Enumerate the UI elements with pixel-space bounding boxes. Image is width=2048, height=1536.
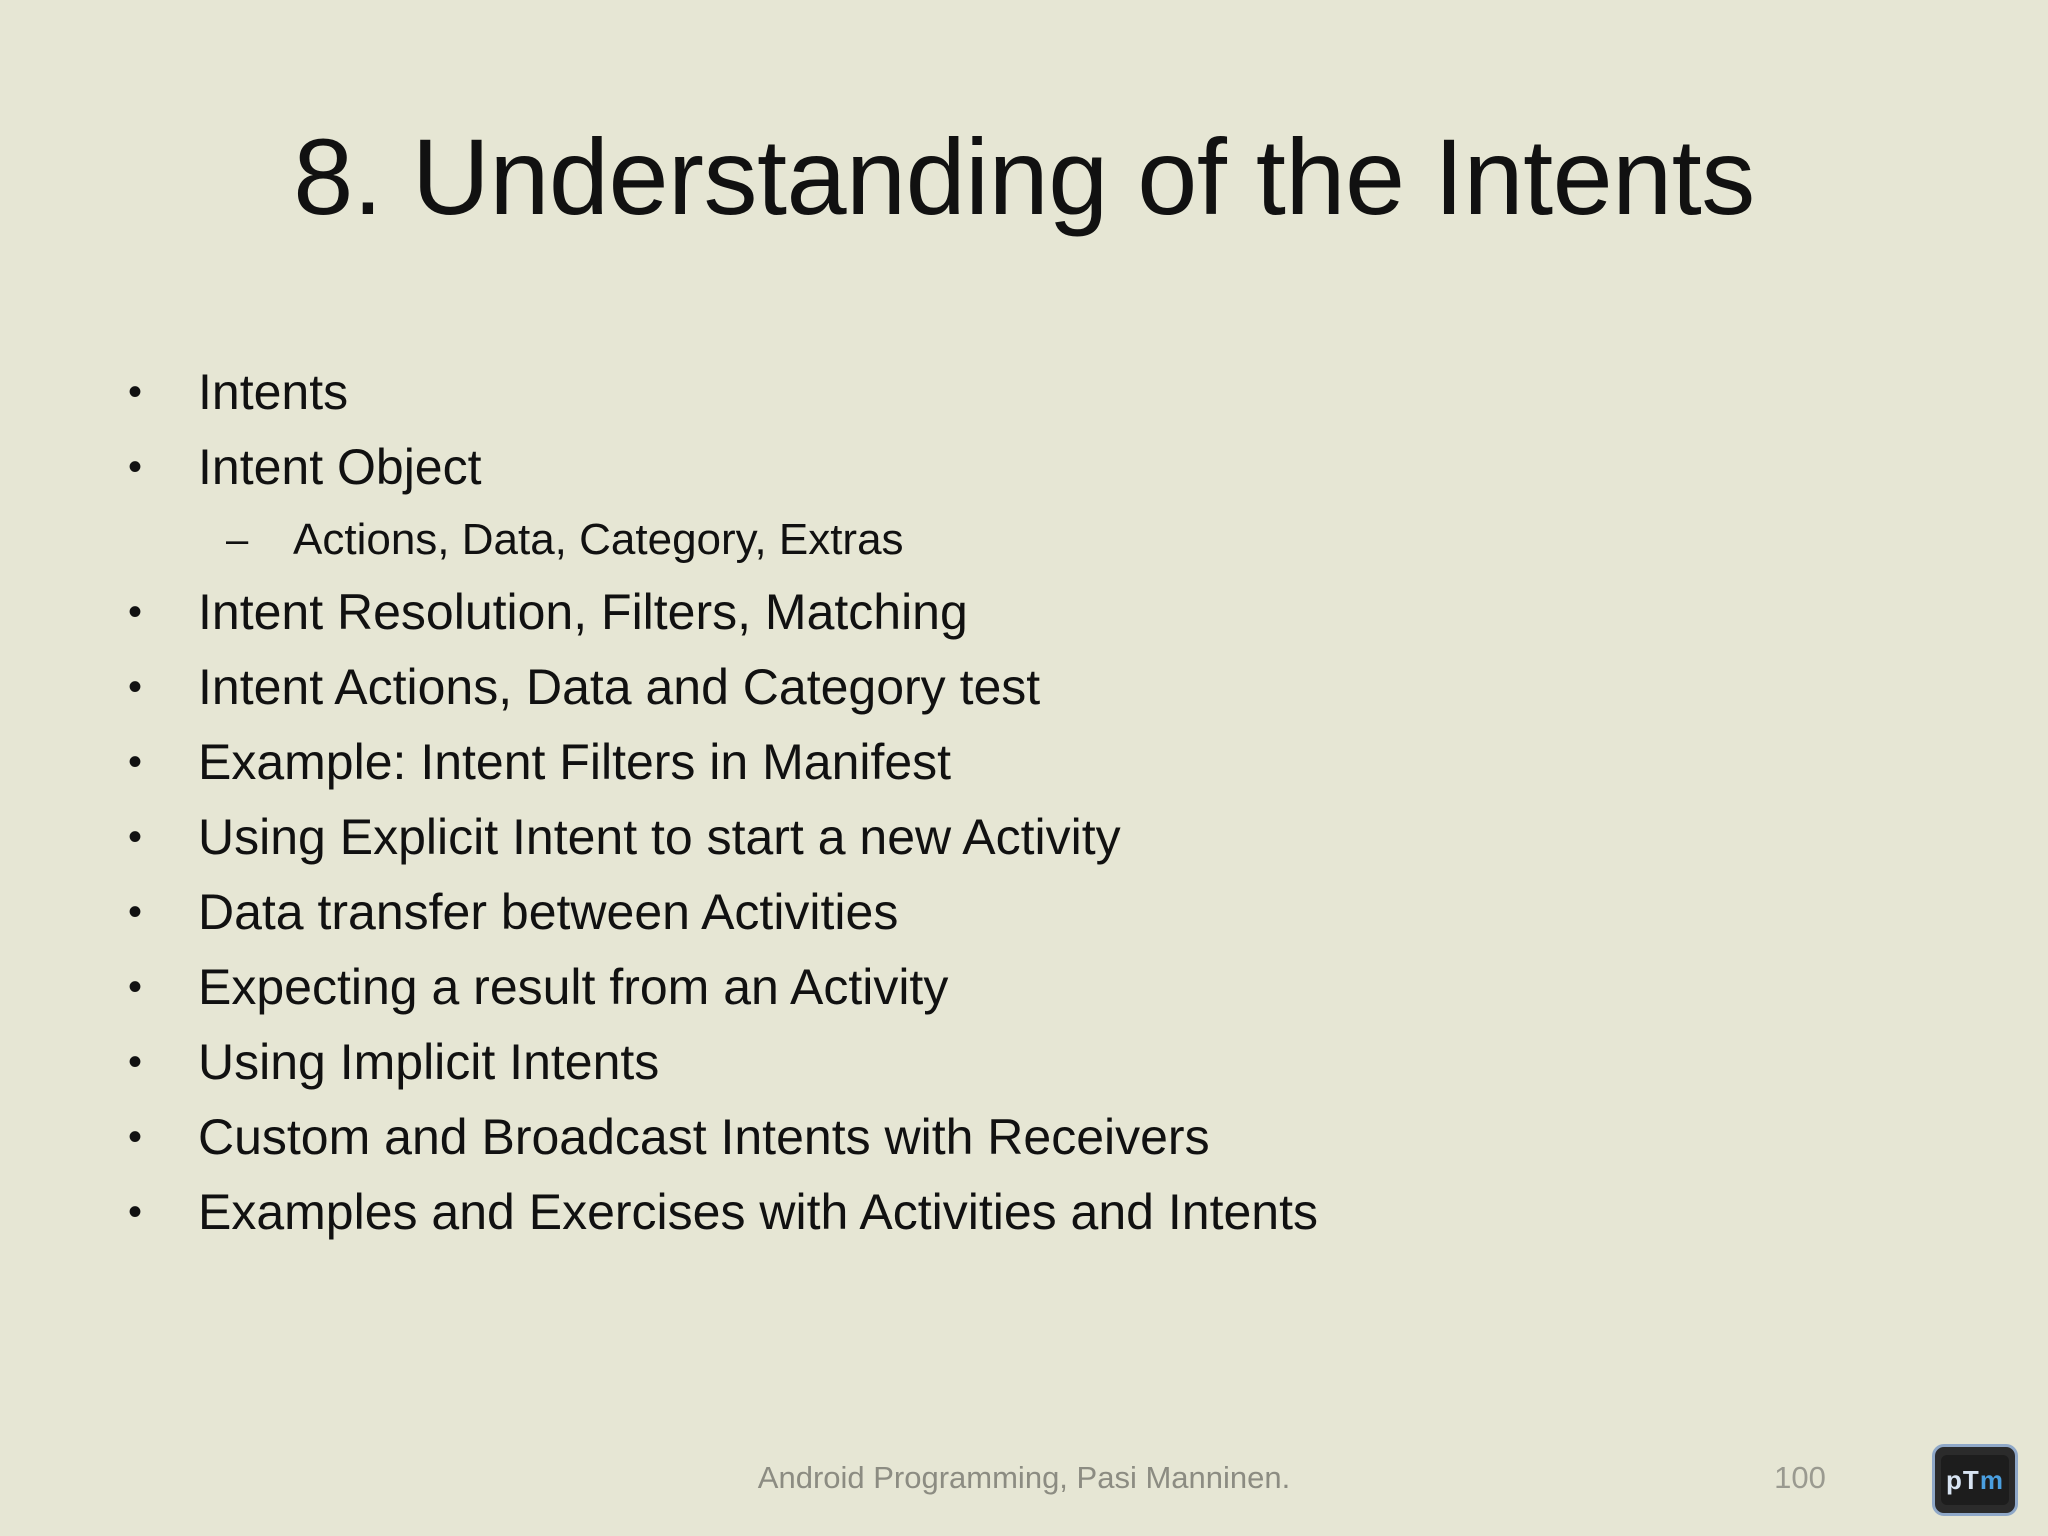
list-item-label: Intent Actions, Data and Category test — [198, 659, 1041, 715]
bullet-marker-icon: • — [128, 965, 143, 1009]
list-item-label: Expecting a result from an Activity — [198, 959, 949, 1015]
bullet-marker-icon: • — [128, 590, 143, 634]
list-item-label: Intents — [198, 364, 349, 420]
list-item-label: Using Implicit Intents — [198, 1034, 660, 1090]
list-item — [108, 1100, 1948, 1175]
list-item — [108, 1175, 1948, 1250]
bullet-marker-icon: • — [128, 370, 143, 414]
list-item — [108, 725, 1948, 800]
list-item — [108, 430, 1948, 505]
list-item-label: Using Explicit Intent to start a new Activity — [198, 809, 1121, 865]
ptm-logo — [1932, 1444, 2018, 1516]
bullet-list — [108, 355, 1948, 1250]
list-item-label: Data transfer between Activities — [198, 884, 899, 940]
list-item — [108, 355, 1948, 430]
list-item — [108, 875, 1948, 950]
bullet-marker-icon: • — [128, 740, 143, 784]
list-item-label: Intent Object — [198, 439, 482, 495]
footer-attribution: Android Programming, Pasi Manninen. — [757, 1460, 1291, 1495]
ptm-logo-text — [1941, 1455, 2009, 1505]
dash-marker-icon: – — [226, 518, 249, 562]
bullet-marker-icon: • — [128, 1190, 143, 1234]
bullet-list-container — [108, 355, 1948, 1250]
list-item — [108, 800, 1948, 875]
bullet-marker-icon: • — [128, 1040, 143, 1084]
logo-text-accent: m — [1979, 1464, 2004, 1495]
list-item — [108, 650, 1948, 725]
list-item — [108, 575, 1948, 650]
list-item-label: Actions, Data, Category, Extras — [293, 515, 904, 564]
bullet-marker-icon: • — [128, 665, 143, 709]
page-number: 100 — [1774, 1460, 1826, 1495]
bullet-marker-icon: • — [128, 445, 143, 489]
page-title: 8. Understanding of the Intents — [293, 116, 1755, 237]
list-item-label: Examples and Exercises with Activities and Intents — [198, 1184, 1318, 1240]
list-item-sub — [108, 505, 1948, 575]
list-item-label: Custom and Broadcast Intents with Receivers — [198, 1109, 1210, 1165]
bullet-marker-icon: • — [128, 1115, 143, 1159]
list-item — [108, 1025, 1948, 1100]
list-item-label: Intent Resolution, Filters, Matching — [198, 584, 968, 640]
bullet-marker-icon: • — [128, 890, 143, 934]
bullet-marker-icon: • — [128, 815, 143, 859]
list-item-label: Example: Intent Filters in Manifest — [198, 734, 952, 790]
list-item — [108, 950, 1948, 1025]
logo-text-main: pT — [1946, 1464, 1980, 1495]
